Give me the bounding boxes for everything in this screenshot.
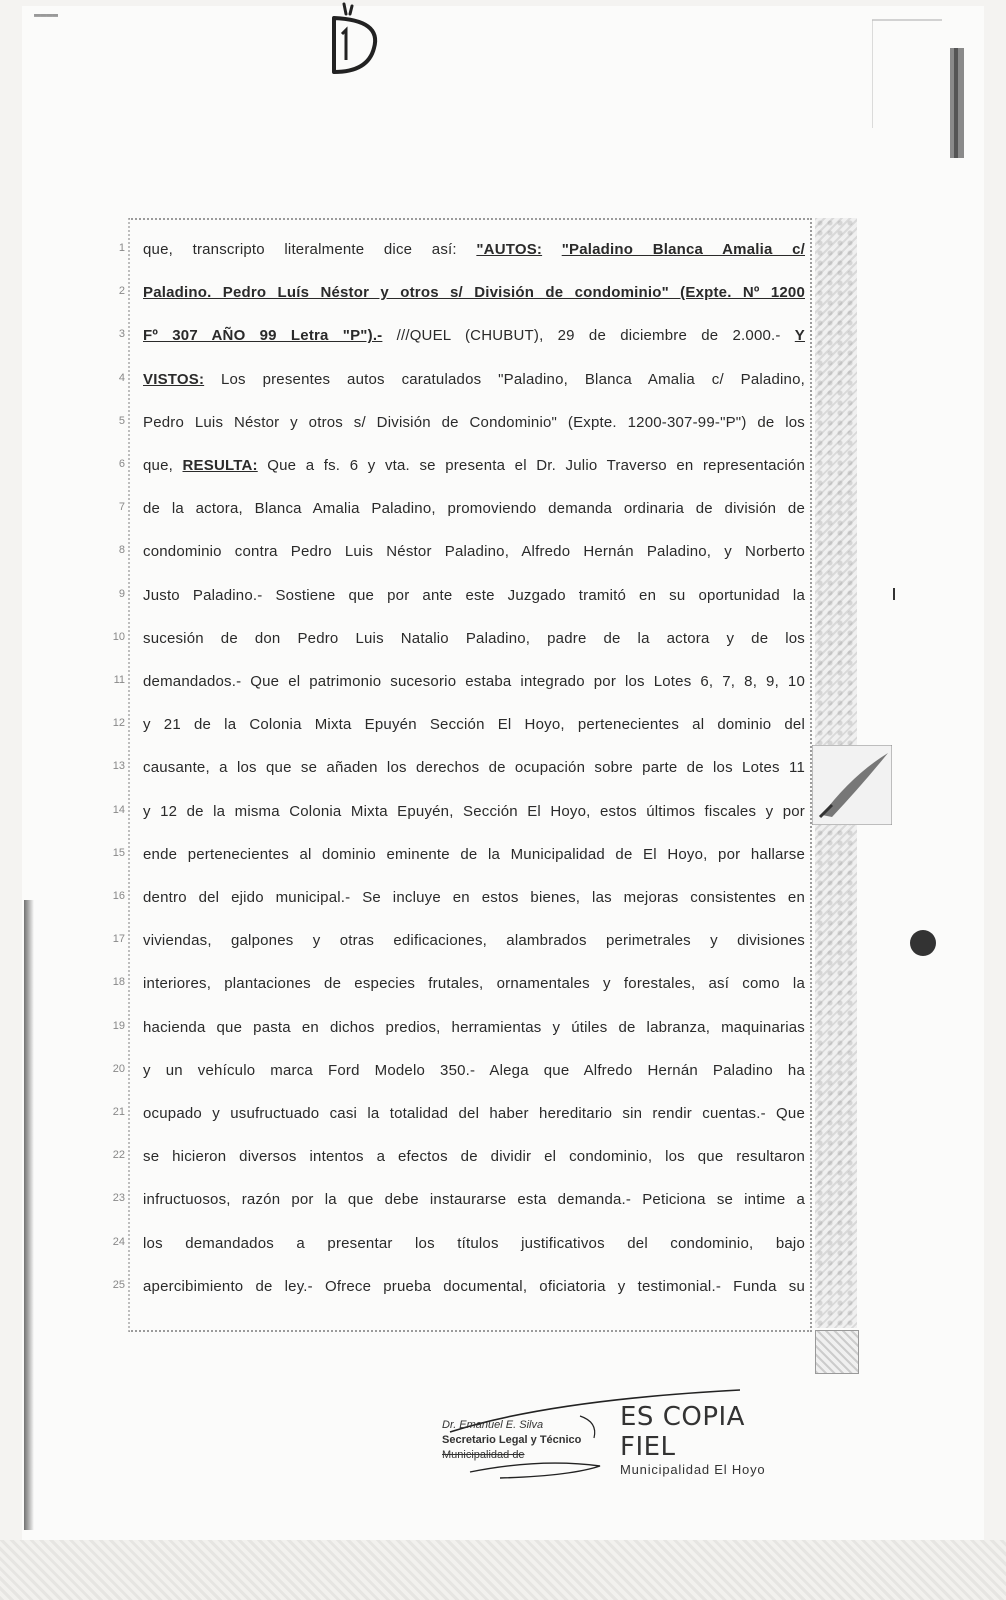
line-text bbox=[143, 1104, 805, 1124]
document-line bbox=[105, 1147, 805, 1187]
line-number: 11 bbox=[113, 674, 125, 686]
document-line bbox=[105, 586, 805, 626]
line-number: 15 bbox=[112, 846, 125, 859]
line-number: 10 bbox=[112, 630, 125, 643]
line-text bbox=[143, 283, 805, 303]
document-line bbox=[105, 456, 805, 496]
binder-edge-icon bbox=[872, 18, 972, 168]
scan-background-texture bbox=[0, 1540, 1006, 1600]
emphasized-text: VISTOS: bbox=[143, 370, 205, 388]
body-text: viviendas, galpones y otras edificaciones, alambrados perimetrales y divisiones bbox=[143, 932, 805, 950]
scan-tick-mark bbox=[893, 588, 895, 600]
signatory-role: Secretario Legal y Técnico bbox=[442, 1434, 582, 1446]
document-line bbox=[105, 888, 805, 928]
line-number: 4 bbox=[118, 371, 125, 384]
line-number: 24 bbox=[112, 1235, 125, 1248]
document-line bbox=[105, 326, 805, 366]
body-text: sucesión de don Pedro Luis Natalio Paladino, padre de la actora y de los bbox=[143, 629, 805, 647]
line-text bbox=[143, 629, 805, 649]
body-text: y un vehículo marca Ford Modelo 350.- Alega que Alfredo Hernán Paladino ha bbox=[143, 1061, 805, 1079]
line-text bbox=[143, 1277, 805, 1297]
line-number: 18 bbox=[112, 976, 125, 989]
line-number: 21 bbox=[112, 1106, 125, 1118]
body-text: Los presentes autos caratulados "Paladino, Blanca Amalia c/ Paladino, bbox=[204, 370, 805, 388]
line-number: 12 bbox=[112, 717, 125, 730]
line-text bbox=[143, 326, 805, 346]
document-line bbox=[105, 1234, 805, 1274]
line-number: 3 bbox=[118, 328, 125, 341]
document-line bbox=[105, 845, 805, 885]
document-line bbox=[105, 672, 805, 712]
body-text: se hicieron diversos intentos a efectos de dividir el condominio, los que resultaron bbox=[143, 1148, 805, 1166]
emphasized-text: "Paladino Blanca Amalia c/ bbox=[561, 241, 805, 258]
line-text bbox=[143, 456, 805, 476]
body-text: ocupado y usufructuado casi la totalidad del haber hereditario sin rendir cuentas.- Que bbox=[143, 1105, 805, 1122]
document-line bbox=[105, 1104, 805, 1144]
body-text: ende pertenecientes al dominio eminente de la Municipalidad de El Hoyo, por hallarse bbox=[143, 845, 805, 863]
line-number: 7 bbox=[118, 501, 125, 514]
stamp-subtitle: Municipalidad El Hoyo bbox=[620, 1462, 766, 1477]
document-line bbox=[105, 1190, 805, 1230]
line-number: 2 bbox=[118, 285, 125, 298]
body-text: ///QUEL (CHUBUT), 29 de diciembre de 2.000.- bbox=[382, 327, 795, 345]
stamp-title: ES COPIA FIEL bbox=[620, 1402, 745, 1462]
emphasized-text: RESULTA: bbox=[182, 457, 258, 474]
body-text: Justo Paladino.- Sostiene que por ante este Juzgado tramitó en su oportunidad la bbox=[143, 586, 805, 604]
line-number: 13 bbox=[112, 760, 125, 773]
document-line bbox=[105, 370, 805, 410]
document-line bbox=[105, 240, 805, 280]
line-text bbox=[143, 1147, 805, 1167]
signatory-name: Dr. Emanuel E. Silva bbox=[442, 1419, 544, 1431]
line-text bbox=[143, 413, 805, 433]
line-number: 25 bbox=[112, 1278, 125, 1291]
line-number: 20 bbox=[112, 1062, 125, 1075]
line-number: 19 bbox=[112, 1019, 125, 1032]
body-text: Pedro Luis Néstor y otros s/ División de Condominio" (Expte. 1200-307-99-"P") de los bbox=[143, 413, 805, 431]
document-line bbox=[105, 413, 805, 453]
document-line bbox=[105, 715, 805, 755]
body-text: de la actora, Blanca Amalia Paladino, promoviendo demanda ordinaria de división de bbox=[143, 500, 805, 518]
body-text: Que a fs. 6 y vta. se presenta el Dr. Julio Traverso en representación bbox=[257, 457, 805, 474]
body-text: dentro del ejido municipal.- Se incluye en estos bienes, las mejoras consistentes en bbox=[143, 889, 805, 906]
emphasized-text: "AUTOS: bbox=[476, 241, 543, 258]
ornamental-corner-block bbox=[815, 1330, 859, 1374]
line-number: 14 bbox=[112, 803, 125, 816]
line-text bbox=[143, 1018, 805, 1038]
line-text bbox=[143, 802, 805, 822]
document-line bbox=[105, 1061, 805, 1101]
line-text bbox=[143, 845, 805, 865]
document-line bbox=[105, 1018, 805, 1058]
punch-hole-icon bbox=[910, 930, 936, 956]
body-text: causante, a los que se añaden los derechos de ocupación sobre parte de los Lotes 11 bbox=[143, 759, 805, 777]
line-text bbox=[143, 758, 805, 778]
body-text: hacienda que pasta en dichos predios, herramientas y útiles de labranza, maquinarias bbox=[143, 1018, 805, 1036]
body-text: que, transcripto literalmente dice así: bbox=[143, 241, 477, 258]
line-number: 8 bbox=[118, 544, 125, 557]
document-line bbox=[105, 1277, 805, 1317]
line-text bbox=[143, 888, 805, 908]
emphasized-text: Fº 307 AÑO 99 Letra "P").- bbox=[143, 327, 383, 345]
body-text: infructuosos, razón por la que debe instaurarse esta demanda.- Peticiona se intime a bbox=[143, 1191, 805, 1209]
body-text: interiores, plantaciones de especies frutales, ornamentales y forestales, así como la bbox=[143, 975, 805, 993]
emphasized-text: Paladino. Pedro Luís Néstor y otros s/ División de condominio" (Expte. Nº 1200 bbox=[143, 284, 805, 302]
certified-copy-stamp bbox=[620, 1402, 800, 1477]
handwritten-mark-icon bbox=[312, 0, 392, 90]
signature-block bbox=[442, 1418, 612, 1488]
line-number: 6 bbox=[118, 458, 125, 470]
line-number: 1 bbox=[118, 242, 125, 254]
line-number: 17 bbox=[112, 933, 125, 946]
body-text: apercibimiento de ley.- Ofrece prueba documental, oficiatoria y testimonial.- Funda su bbox=[143, 1277, 805, 1295]
line-text bbox=[143, 1061, 805, 1081]
body-text: que, bbox=[143, 457, 183, 474]
body-text: y 12 de la misma Colonia Mixta Epuyén, Sección El Hoyo, estos últimos fiscales y por bbox=[143, 802, 805, 820]
handwritten-mark-text: D bbox=[382, 87, 384, 89]
signatory-organization: Municipalidad de bbox=[442, 1449, 525, 1461]
document-line bbox=[105, 283, 805, 323]
document-line bbox=[105, 758, 805, 798]
line-number: 16 bbox=[112, 890, 125, 902]
document-line bbox=[105, 542, 805, 582]
body-text bbox=[542, 241, 562, 258]
line-number: 9 bbox=[118, 587, 125, 600]
line-text bbox=[143, 586, 805, 606]
body-text: los demandados a presentar los títulos justificativos del condominio, bajo bbox=[143, 1234, 805, 1252]
body-text: condominio contra Pedro Luis Néstor Paladino, Alfredo Hernán Paladino, y Norberto bbox=[143, 543, 805, 561]
document-line bbox=[105, 931, 805, 971]
line-text bbox=[143, 715, 805, 735]
line-text bbox=[143, 931, 805, 951]
line-text bbox=[143, 1190, 805, 1210]
body-text: y 21 de la Colonia Mixta Epuyén Sección El Hoyo, pertenecientes al dominio del bbox=[143, 716, 805, 734]
corner-scan-mark: ▬▬▬▬ bbox=[34, 10, 59, 21]
body-text: demandados.- Que el patrimonio sucesorio estaba integrado por los Lotes 6, 7, 8, 9, 10 bbox=[143, 673, 805, 690]
document-line bbox=[105, 974, 805, 1014]
line-number: 22 bbox=[112, 1149, 125, 1162]
scan-edge-shadow bbox=[24, 900, 34, 1530]
document-line bbox=[105, 629, 805, 669]
line-text bbox=[143, 672, 805, 692]
line-text bbox=[143, 499, 805, 519]
line-number: 5 bbox=[118, 414, 125, 427]
document-line bbox=[105, 499, 805, 539]
line-number: 23 bbox=[112, 1192, 125, 1205]
line-text bbox=[143, 542, 805, 562]
line-text bbox=[143, 974, 805, 994]
line-text bbox=[143, 240, 805, 260]
line-text bbox=[143, 370, 805, 390]
line-text bbox=[143, 1234, 805, 1254]
quill-seal-icon bbox=[812, 745, 892, 825]
emphasized-text: Y bbox=[794, 327, 806, 345]
document-line bbox=[105, 802, 805, 842]
